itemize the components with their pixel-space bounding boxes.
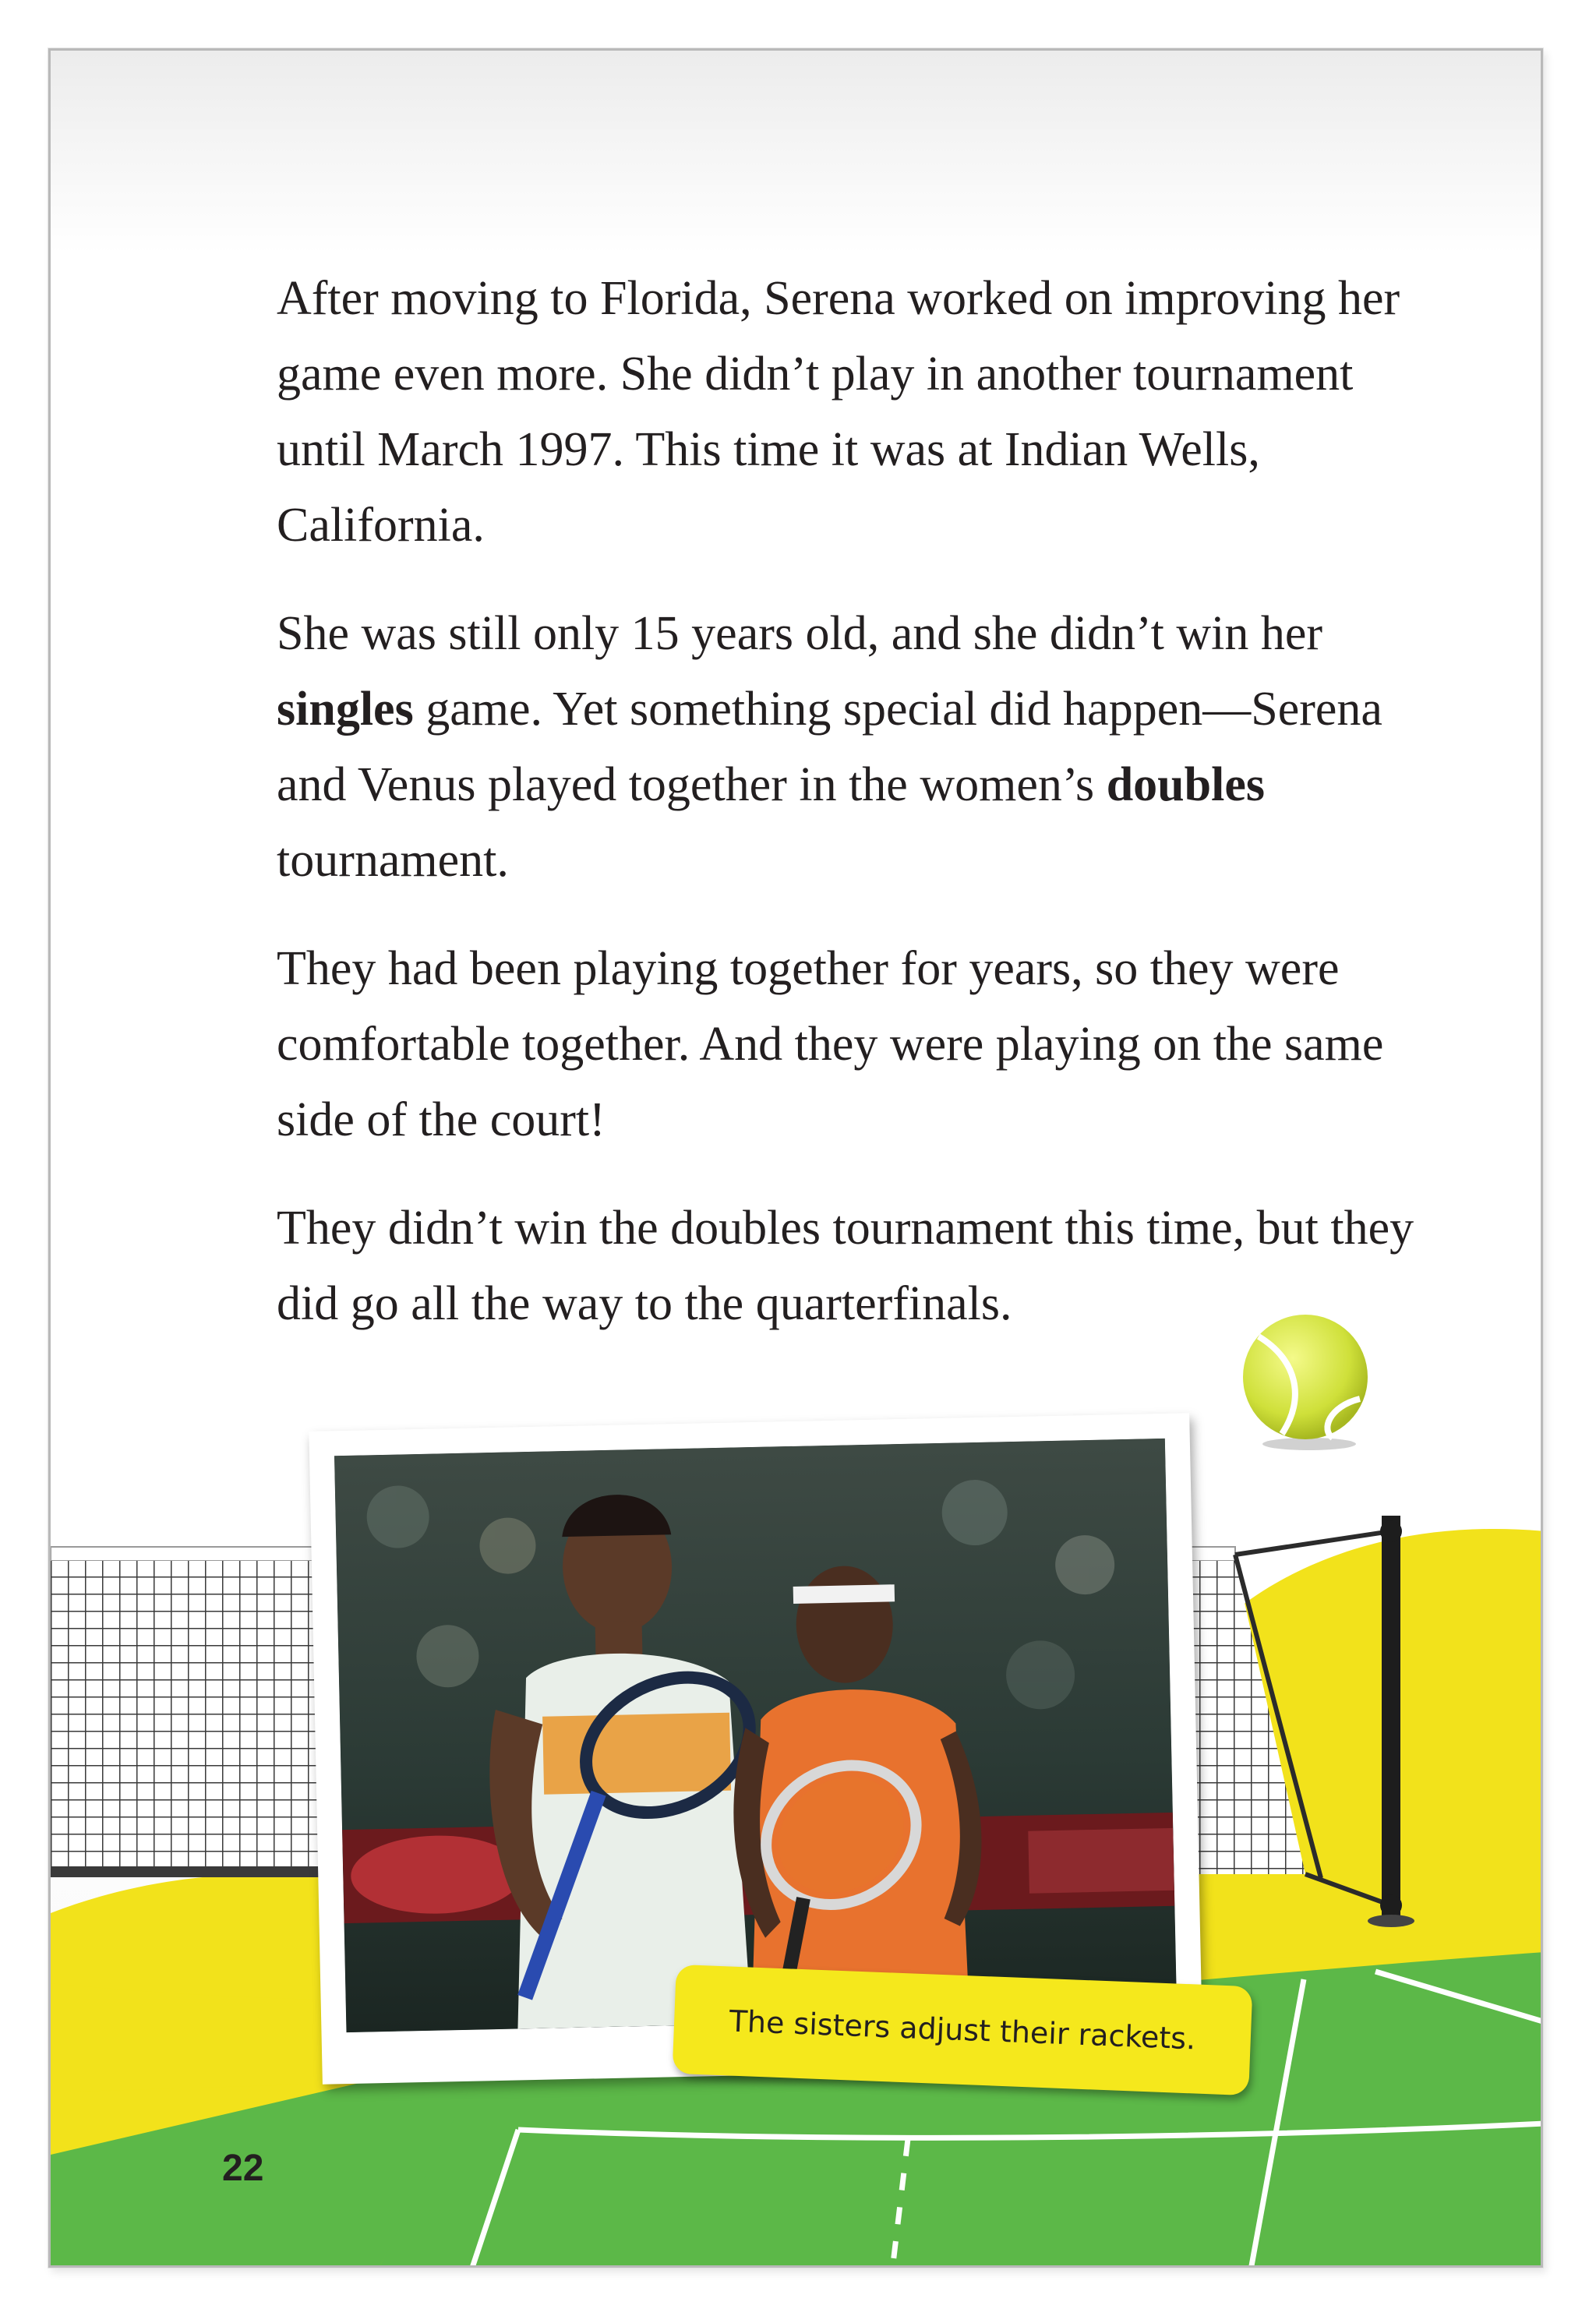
page-number: 22 [222, 2148, 264, 2189]
body-text [277, 261, 1446, 1375]
tennis-players-photo [334, 1439, 1177, 2032]
bold-term-doubles: doubles [1106, 758, 1266, 811]
book-page [48, 48, 1543, 2268]
bold-term-singles: singles [277, 683, 414, 736]
net-left-mesh [51, 1561, 331, 1873]
paragraph-4: They didn’t win the doubles tournament this time, but they did go all the way to the quarterfinals. [277, 1202, 1414, 1330]
net-left-bottom [51, 1866, 331, 1877]
tennis-ball-icon [1235, 1313, 1375, 1453]
photo-caption: The sisters adjust their rackets. [673, 1965, 1253, 2095]
paragraph-2: She was still only 15 years old, and she didn’t win her singles game. Yet something special did happen—Serena and Venus played together in the women’s doubles tournament. [277, 607, 1382, 887]
paragraph-3: They had been playing together for years, so they were comfortable together. And they were playing on the same side of the court! [277, 942, 1384, 1146]
paragraph-1: After moving to Florida, Serena worked on improving her game even more. She didn’t play in another tournament until March 1997. This time it was at Indian Wells, California. [277, 272, 1400, 552]
net-post [1382, 1516, 1400, 1921]
net-left-tape [51, 1547, 331, 1561]
